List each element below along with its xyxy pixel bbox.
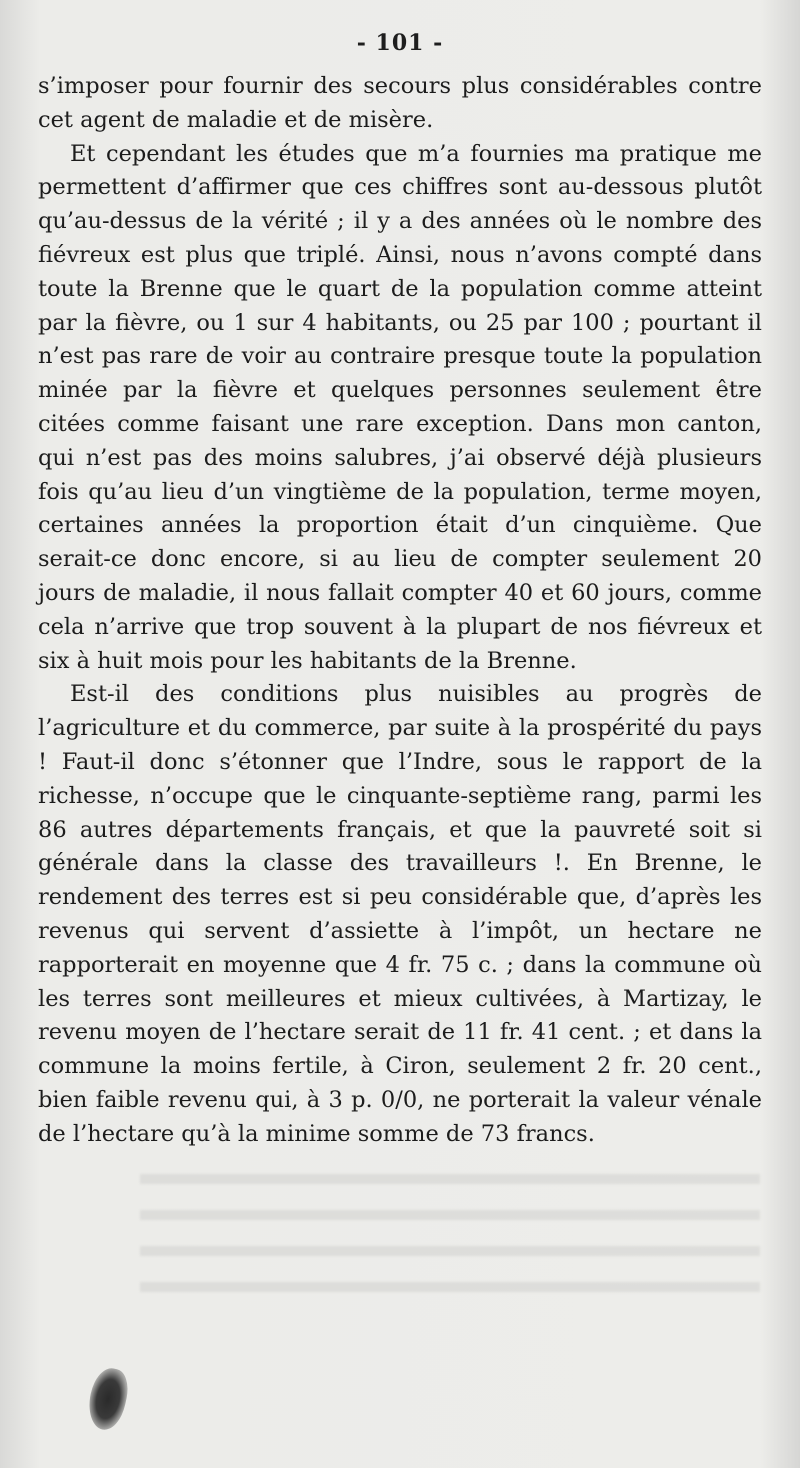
- paragraph-1: s’imposer pour fournir des secours plus considérables contre cet agent de maladie et de misère.: [38, 73, 762, 133]
- ink-smudge: [84, 1365, 132, 1433]
- paragraph-3: Est-il des conditions plus nuisibles au progrès de l’agriculture et du commerce, par suite à la prospérité du pays ! Faut-il donc s’étonner que l’Indre, sous le rapport de la richesse, n’occupe que le cinquante-septième rang, parmi les 86 autres départements français, et que la pauvreté soit si générale dans la classe des travailleurs !. En Brenne, le rendement des terres est si peu considérable que, d’après les revenus qui servent d’assiette à l’impôt, un hectare ne rapporterait en moyenne que 4 fr. 75 c. ; dans la commune où les terres sont meilleures et mieux cultivées, à Martizay, le revenu moyen de l’hectare serait de 11 fr. 41 cent. ; et dans la commune la moins fertile, à Ciron, seulement 2 fr. 20 cent., bien faible revenu qui, à 3 p. 0/0, ne porterait la valeur vénale de l’hectare qu’à la minime somme de 73 francs.: [38, 681, 762, 1147]
- paragraph-2: Et cependant les études que m’a fournies ma pratique me permettent d’affirmer que ces chiffres sont au-dessous plutôt qu’au-dessus de la vérité ; il y a des années où le nombre des fiévreux est plus que triplé. Ainsi, nous n’avons compté dans toute la Brenne que le quart de la population comme atteint par la fièvre, ou 1 sur 4 habitants, ou 25 par 100 ; pourtant il n’est pas rare de voir au contraire presque toute la population minée par la fièvre et quelques personnes seulement être citées comme faisant une rare exception. Dans mon canton, qui n’est pas des moins salubres, j’ai observé déjà plusieurs fois qu’au lieu d’un vingtième de la population, terme moyen, certaines années la proportion était d’un cinquième. Que serait-ce donc encore, si au lieu de compter seulement 20 jours de maladie, il nous fallait compter 40 et 60 jours, comme cela n’arrive que trop souvent à la plupart de nos fiévreux et six à huit mois pour les habitants de la Brenne.: [38, 140, 762, 674]
- body-text: [38, 70, 762, 1152]
- page-number: - 101 -: [356, 30, 444, 56]
- show-through-text: [140, 1148, 760, 1318]
